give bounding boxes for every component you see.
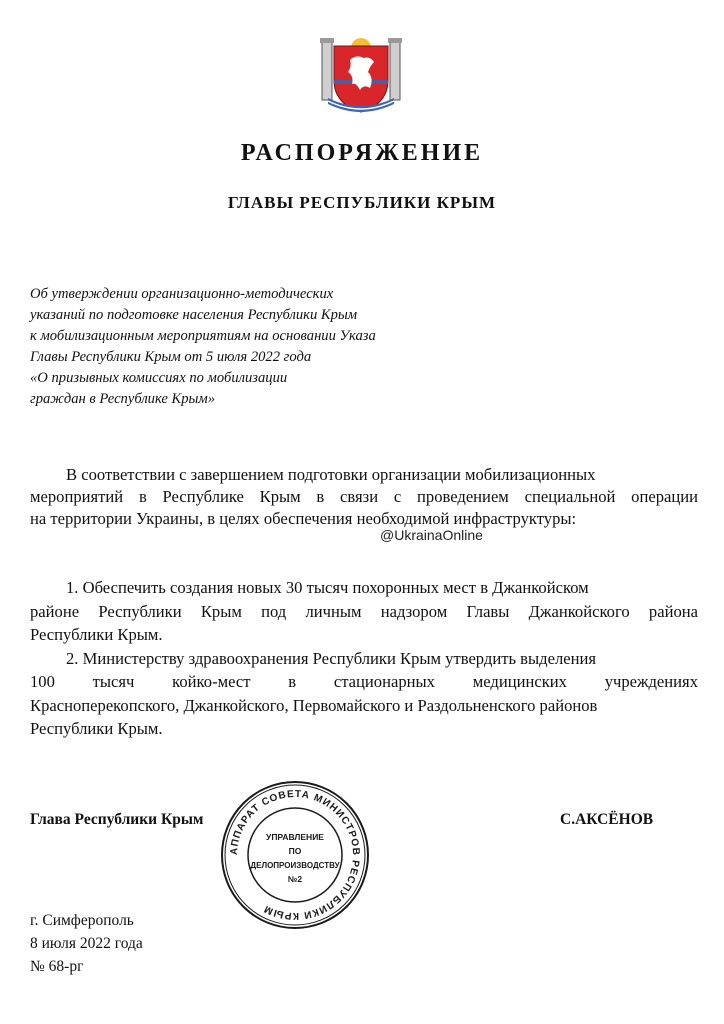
preamble-line: В соответствии с завершением подготовки организации мобилизационных <box>66 465 596 484</box>
document-subtitle: ГЛАВЫ РЕСПУБЛИКИ КРЫМ <box>227 193 497 212</box>
document-title: РАСПОРЯЖЕНИЕ <box>240 140 484 166</box>
stamp-inner-line: ПО <box>288 846 302 856</box>
item-2-line: 2. Министерству здравоохранения Республики Крым утвердить выделения <box>66 648 597 668</box>
subject-line: к мобилизационным мероприятиям на основании Указа <box>30 328 376 344</box>
signer-name: С.АКСЁНОВ <box>560 811 654 828</box>
signer-position: Глава Республики Крым <box>30 811 204 828</box>
subject-line: указаний по подготовке населения Республики Крым <box>30 307 358 323</box>
item-2-line: 100 тысяч койко-мест в стационарных медицинских учреждениях <box>30 672 698 691</box>
document-subject <box>30 284 450 410</box>
stamp-outer-text: АППАРАТ СОВЕТА МИНИСТРОВ РЕСПУБЛИКИ КРЫМ <box>228 788 362 922</box>
footer-number: № 68-рг <box>30 958 84 975</box>
subject-line: Об утверждении организационно-методических <box>30 286 334 302</box>
item-1-line: Республики Крым. <box>30 625 163 644</box>
crimea-coat-of-arms-icon <box>318 32 404 116</box>
footer-date: 8 июля 2022 года <box>30 935 143 952</box>
stamp-inner-line: УПРАВЛЕНИЕ <box>266 832 324 842</box>
order-items <box>30 576 698 741</box>
subject-line: Главы Республики Крым от 5 июля 2022 года <box>30 349 312 365</box>
official-stamp <box>218 778 372 932</box>
stamp-inner-line: ДЕЛОПРОИЗВОДСТВУ <box>250 861 340 870</box>
preamble-paragraph <box>30 464 698 530</box>
footer-city: г. Симферополь <box>30 912 134 929</box>
item-1-line: 1. Обеспечить создания новых 30 тысяч похоронных мест в Джанкойском <box>66 578 589 597</box>
document-footer <box>30 909 143 978</box>
preamble-line: мероприятий в Республике Крым в связи с проведением специальной операции <box>30 487 698 506</box>
subject-line: «О призывных комиссиях по мобилизации <box>30 370 288 386</box>
stamp-inner-line: №2 <box>287 874 303 884</box>
item-1-line: районе Республики Крым под личным надзором Главы Джанкойского района <box>30 601 698 621</box>
subject-line: граждан в Республике Крым» <box>30 391 216 407</box>
item-2-line: Республики Крым. <box>30 719 163 738</box>
preamble-line: на территории Украины, в целях обеспечения необходимой инфраструктуры: <box>30 509 577 528</box>
item-2-line: Красноперекопского, Джанкойского, Первомайского и Раздольненского районов <box>30 695 598 715</box>
watermark: @UkrainaOnline <box>380 527 483 543</box>
